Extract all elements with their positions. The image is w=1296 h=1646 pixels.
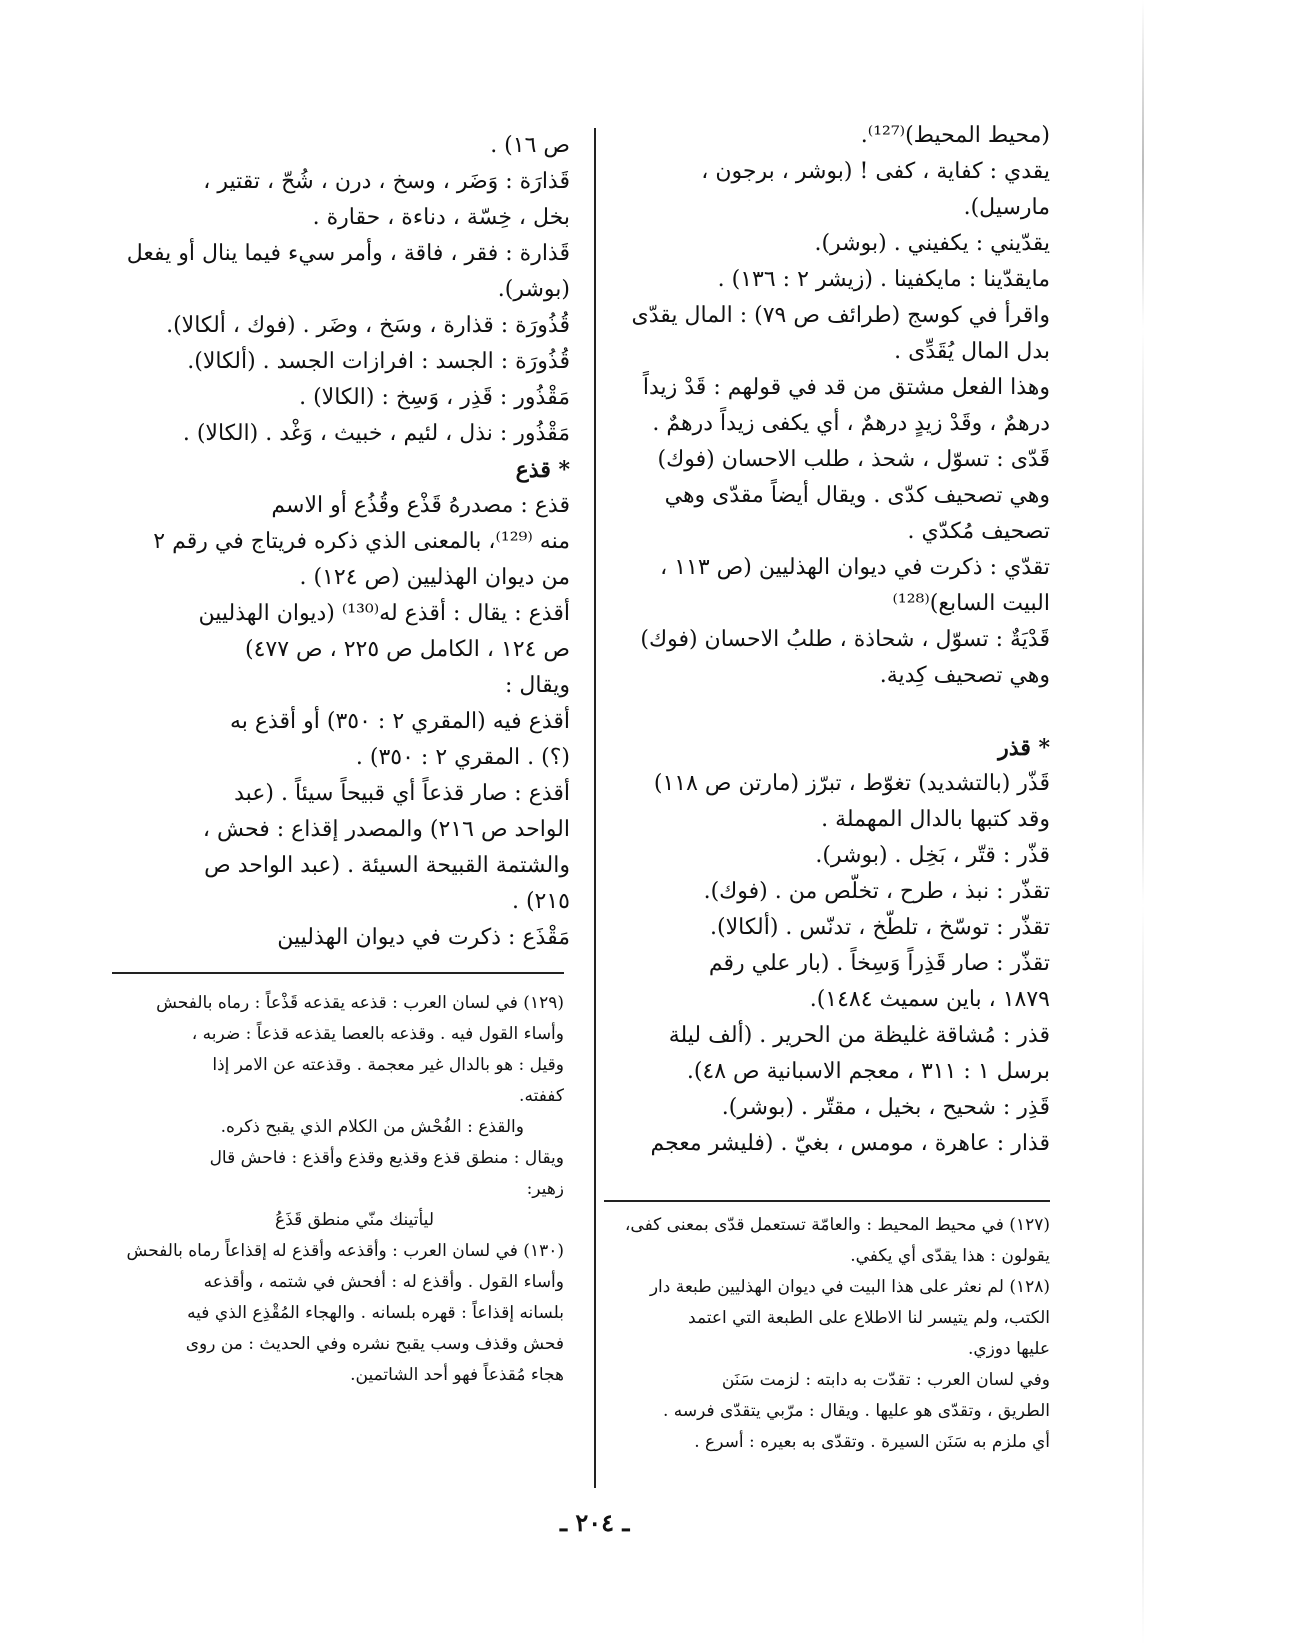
footnote-line: وفي لسان العرب : تقدّت به دابته : لزمت سَنَن [721,1370,1050,1390]
footnote-verse: ليأتينك منّي منطق قَذَعُ [275,1210,434,1230]
text-line: والشتمة القبيحة السيئة . (عبد الواحد ص [204,853,570,878]
text-line: تقذّر : نبذ ، طرح ، تخلّص من . (فوك). [703,879,1050,904]
text-line: ص ١٦) . [490,133,570,158]
footnote-line: الطريق ، وتقدّى هو عليها . ويقال : مرّبي يتقدّى فرسه . [662,1401,1050,1421]
footnote-line: (١٢٩) في لسان العرب : قذعه يقذعه قَذْعاً : رماه بالفحش [156,993,564,1013]
text-line: وهي تصحيف كدّى . ويقال أيضاً مقدّى وهي [664,483,1050,508]
text-line: تقذّر : صار قَذِراً وَسِخاً . (بار علي رقم [708,951,1050,976]
text-line: (؟) . المقري ٢ : ٣٥٠) . [355,745,570,770]
footnote-line: هجاء مُقذعاً فهو أحد الشاتمين. [350,1365,564,1385]
text-line: وهي تصحيف كِدية. [879,663,1050,688]
text-line: (محيط المحيط)⁽¹²⁷⁾. [860,123,1050,148]
footnote-line: وأساء القول . وأقذع له : أفحش في شتمه ، وأقذعه [203,1272,564,1292]
text-line: درهمٌ ، وقَدْ زيدٍ درهمٌ ، أي يكفى زيداً درهمٌ . [652,411,1050,436]
text-line: قَدْيَةٌ : تسوّل ، شحاذة ، طلبُ الاحسان (فوك) [640,627,1050,652]
footnotes-left [112,988,564,1391]
footnote-line: الكتب، ولم يتيسر لنا الاطلاع على الطبعة التي اعتمد [688,1308,1050,1328]
text-line: قُذُورَة : الجسد : افرازات الجسد . (ألكالا). [187,349,570,374]
footnote-rule-left [112,972,564,974]
footnote-line: عليها دوزي. [967,1339,1050,1359]
footnote-line: (١٢٧) في محيط المحيط : والعامّة تستعمل قدّى بمعنى كفى، [624,1215,1050,1235]
footnote-line: زهير: [526,1179,564,1199]
column-divider [594,128,596,1488]
text-line: بدل المال يُقَدِّى . [894,339,1050,364]
text-line: قذر : مُشاقة غليظة من الحرير . (ألف ليلة [668,1023,1050,1048]
text-line: ص ١٢٤ ، الكامل ص ٢٢٥ ، ص ٤٧٧) [244,637,570,662]
text-line: يقدي : كفاية ، كفى ! (بوشر ، برجون ، [701,159,1050,184]
page-number: ـ ٢٠٤ ـ [560,1508,630,1537]
blank-line [610,694,1050,730]
text-line: وهذا الفعل مشتق من قد في قولهم : قَدْ زيداً [642,375,1050,400]
text-line: قذار : عاهرة ، مومس ، بغيّ . (فليشر معجم [650,1131,1050,1156]
text-line: الواحد ص ٢١٦) والمصدر إقذاع : فحش ، [202,817,570,842]
footnote-line: فحش وقذف وسب يقبح نشره وفي الحديث : من روى [185,1334,564,1354]
text-line: أقذع : صار قذعاً أي قبيحاً سيئاً . (عبد [234,781,570,806]
text-line: برسل ١ : ٣١١ ، معجم الاسبانية ص ٤٨). [686,1059,1050,1084]
text-line: منه ⁽¹²⁹⁾، بالمعنى الذي ذكره فريتاج في رقم ٢ [153,529,570,554]
footnote-line: بلسانه إقذاعاً : قهره بلسانه . والهجاء المُقْذِع الذي فيه [187,1303,564,1323]
section-heading: * قذع [515,457,570,483]
text-line: ١٨٧٩ ، باين سميث ١٤٨٤). [809,987,1050,1012]
right-column [610,118,1050,1162]
footnote-line: يقولون : هذا يقدّى أي يكفي. [850,1246,1050,1266]
footnote-line: (١٣٠) في لسان العرب : وأقذعه وأقذع له إقذاعاً رماه بالفحش [126,1241,564,1261]
footnote-line: (١٢٨) لم نعثر على هذا البيت في ديوان الهذليين طبعة دار [649,1277,1050,1297]
scan-edge-mark [1142,0,1144,1646]
text-line: وقد كتبها بالدال المهملة . [821,807,1050,832]
text-line: مَقْذَع : ذكرت في ديوان الهذليين [277,925,570,950]
text-line: من ديوان الهذليين (ص ١٢٤) . [299,565,570,590]
footnote-line: كففته. [519,1086,564,1106]
footnote-line: والقذع : الفُحْش من الكلام الذي يقبح ذكره. [220,1117,524,1137]
text-line: أقذع فيه (المقري ٢ : ٣٥٠) أو أقذع به [229,709,570,734]
text-line: أقذع : يقال : أقذع له⁽¹³⁰⁾ (ديوان الهذليين [198,601,570,626]
footnote-line: أي ملزم به سَنَن السيرة . وتقدّى به بعيره : أسرع . [694,1432,1050,1452]
footnote-line: وأساء القول فيه . وقذعه بالعصا يقذعه قذعاً : ضربه ، [191,1024,564,1044]
text-line: مَقْذُور : قَذِر ، وَسِخ : (الكالا) . [299,385,570,410]
text-line: (بوشر). [497,277,570,302]
text-line: تقذّر : توسّخ ، تلطّخ ، تدنّس . (ألكالا). [710,915,1050,940]
text-line: قَذِر : شحيح ، بخيل ، مقتّر . (بوشر). [721,1095,1050,1120]
text-line: قَدّى : تسوّل ، شحذ ، طلب الاحسان (فوك) [657,447,1050,472]
left-column [110,128,570,956]
text-line: قَذّر (بالتشديد) تغوّط ، تبرّز (مارتن ص ١١٨) [653,771,1050,796]
text-line: ٢١٥) . [511,889,570,914]
text-line: قَذارة : فقر ، فاقة ، وأمر سيء فيما ينال أو يفعل [126,241,570,266]
text-line: يقدّيني : يكفيني . (بوشر). [814,231,1050,256]
text-line: مارسيل). [963,195,1050,220]
text-line: مَقْذُور : نذل ، لئيم ، خبيث ، وَغْد . (الكالا) . [182,421,570,446]
text-line: بخل ، خِسّة ، دناءة ، حقارة . [312,205,570,230]
text-line: قذع : مصدرهُ قَذْع وقُذُع أو الاسم [271,493,570,518]
footnote-line: وقيل : هو بالدال غير معجمة . وقذعته عن الامر إذا [212,1055,564,1075]
text-line: تصحيف مُكدّي . [907,519,1050,544]
text-line: قُذُورَة : قذارة ، وسَخ ، وضَر . (فوك ، ألكالا). [166,313,570,338]
text-line: تقدّي : ذكرت في ديوان الهذليين (ص ١١٣ ، [660,555,1050,580]
footnote-rule-right [604,1200,1050,1202]
text-line: قَذارَة : وَضَر ، وسخ ، درن ، شُحّ ، تقتير ، [203,169,570,194]
text-line: واقرأ في كوسج (طرائف ص ٧٩) : المال يقدّى [631,303,1050,328]
text-line: مايقدّينا : مايكفينا . (زيشر ٢ : ١٣٦) . [717,267,1050,292]
footnotes-right [604,1210,1050,1458]
section-heading: * قذر [998,735,1050,761]
text-line: البيت السابع)⁽¹²⁸⁾ [892,591,1050,616]
footnote-line: ويقال : منطق قذع وقذيع وقذع وأقذع : فاحش قال [209,1148,564,1168]
text-line: ويقال : [505,673,570,698]
text-line: قذّر : قتّر ، بَخِل . (بوشر). [815,843,1050,868]
